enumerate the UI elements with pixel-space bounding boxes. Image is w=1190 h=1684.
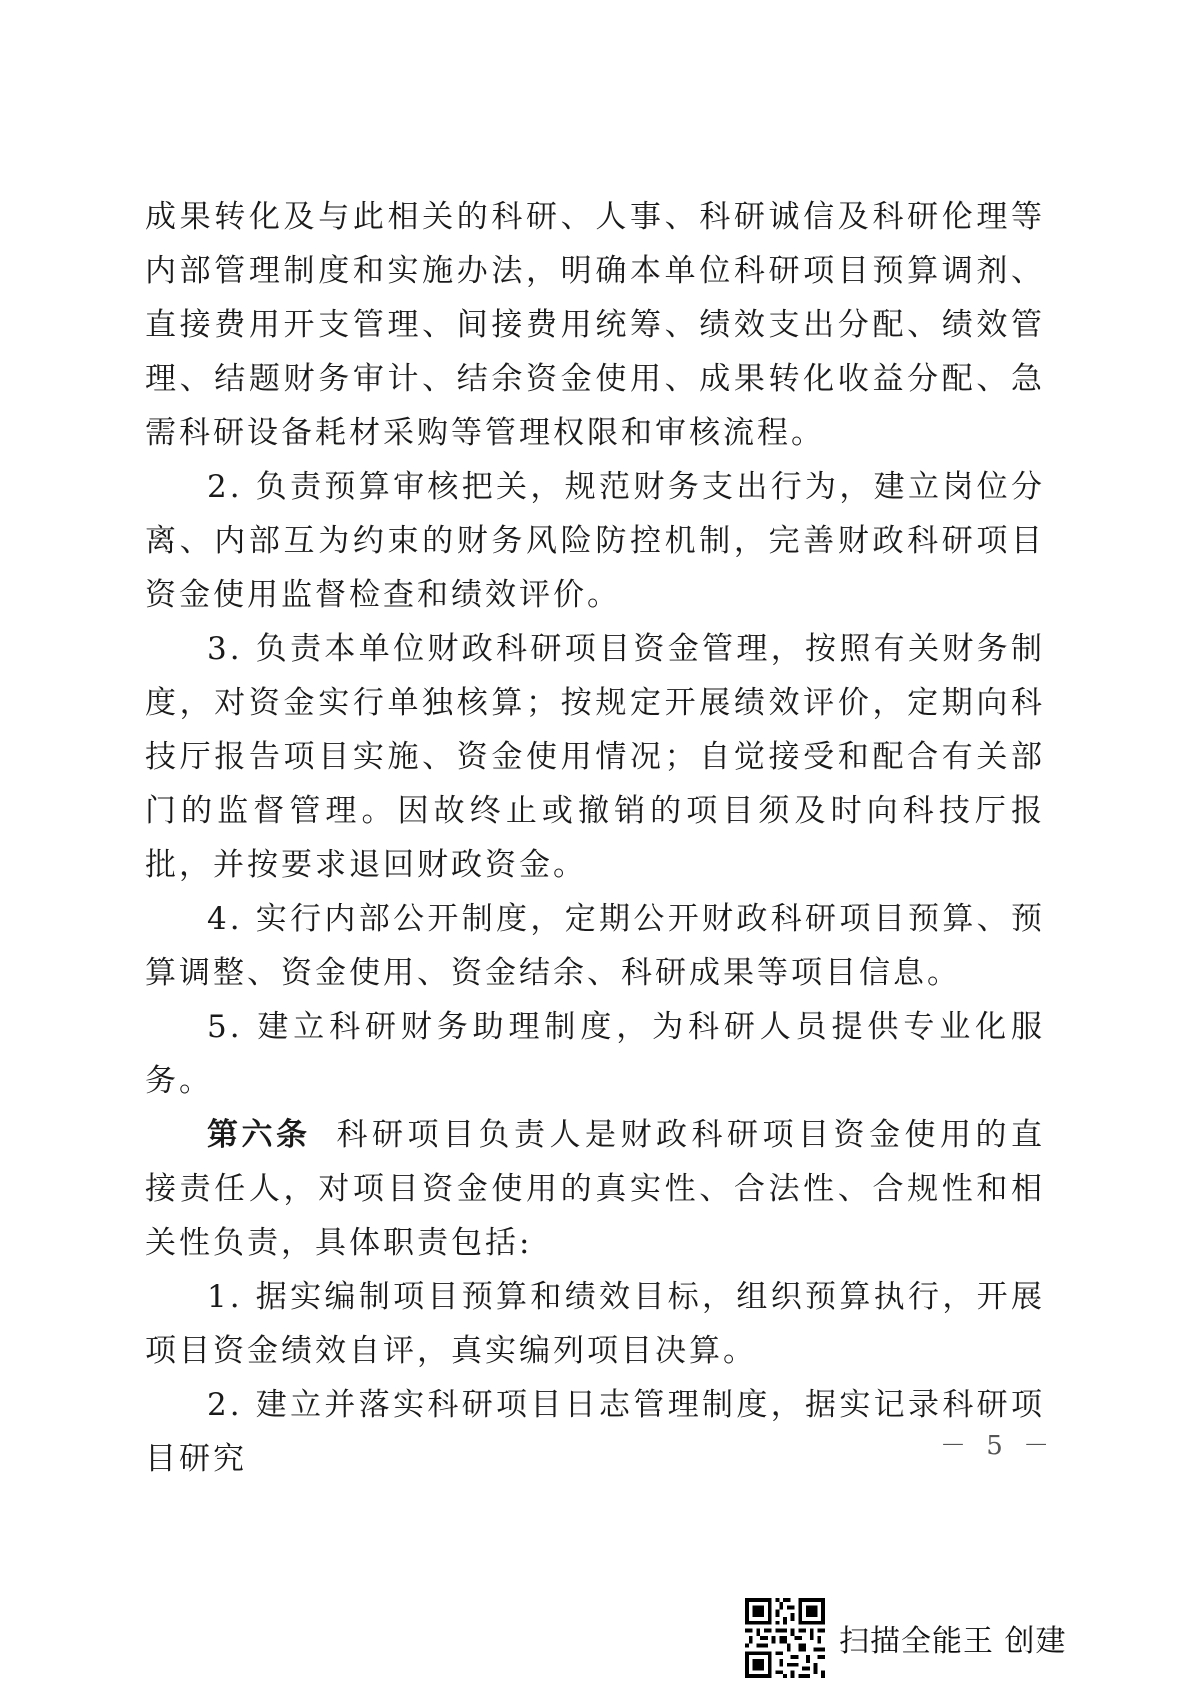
document-body xyxy=(145,190,1045,1486)
qr-code-icon xyxy=(745,1598,825,1678)
article-heading: 第六条 xyxy=(207,1117,311,1153)
article-six xyxy=(145,1108,1045,1270)
watermark-text: 扫描全能王 创建 xyxy=(839,1624,1067,1659)
article-text: 科研项目负责人是财政科研项目资金使用的直接责任人，对项目资金使用的真实性、合法性、合规性和相关性负责，具体职责包括: xyxy=(145,1117,1045,1261)
paragraph-item-2: 2. 负责预算审核把关，规范财务支出行为，建立岗位分离、内部互为约束的财务风险防控机制，完善财政科研项目资金使用监督检查和绩效评价。 xyxy=(145,469,1045,613)
paragraph-item-3: 3. 负责本单位财政科研项目资金管理，按照有关财务制度，对资金实行单独核算；按规定开展绩效评价，定期向科技厅报告项目实施、资金使用情况；自觉接受和配合有关部门的监督管理。因故终止或撤销的项目须及时向科技厅报批，并按要求退回财政资金。 xyxy=(145,631,1045,883)
paragraph-duty-1: 1. 据实编制项目预算和绩效目标，组织预算执行，开展项目资金绩效自评，真实编列项目决算。 xyxy=(145,1279,1045,1369)
paragraph-duty-2: 2. 建立并落实科研项目日志管理制度，据实记录科研项目研究 xyxy=(145,1387,1045,1477)
paragraph-continuation: 成果转化及与此相关的科研、人事、科研诚信及科研伦理等内部管理制度和实施办法，明确本单位科研项目预算调剂、直接费用开支管理、间接费用统筹、绩效支出分配、绩效管理、结题财务审计、结余资金使用、成果转化收益分配、急需科研设备耗材采购等管理权限和审核流程。 xyxy=(145,199,1045,451)
page-number: － 5 － xyxy=(940,1431,1056,1461)
paragraph-item-4: 4. 实行内部公开制度，定期公开财政科研项目预算、预算调整、资金使用、资金结余、科研成果等项目信息。 xyxy=(145,901,1045,991)
paragraph-item-5: 5. 建立科研财务助理制度，为科研人员提供专业化服务。 xyxy=(145,1009,1045,1099)
scanner-watermark xyxy=(745,1597,1067,1679)
